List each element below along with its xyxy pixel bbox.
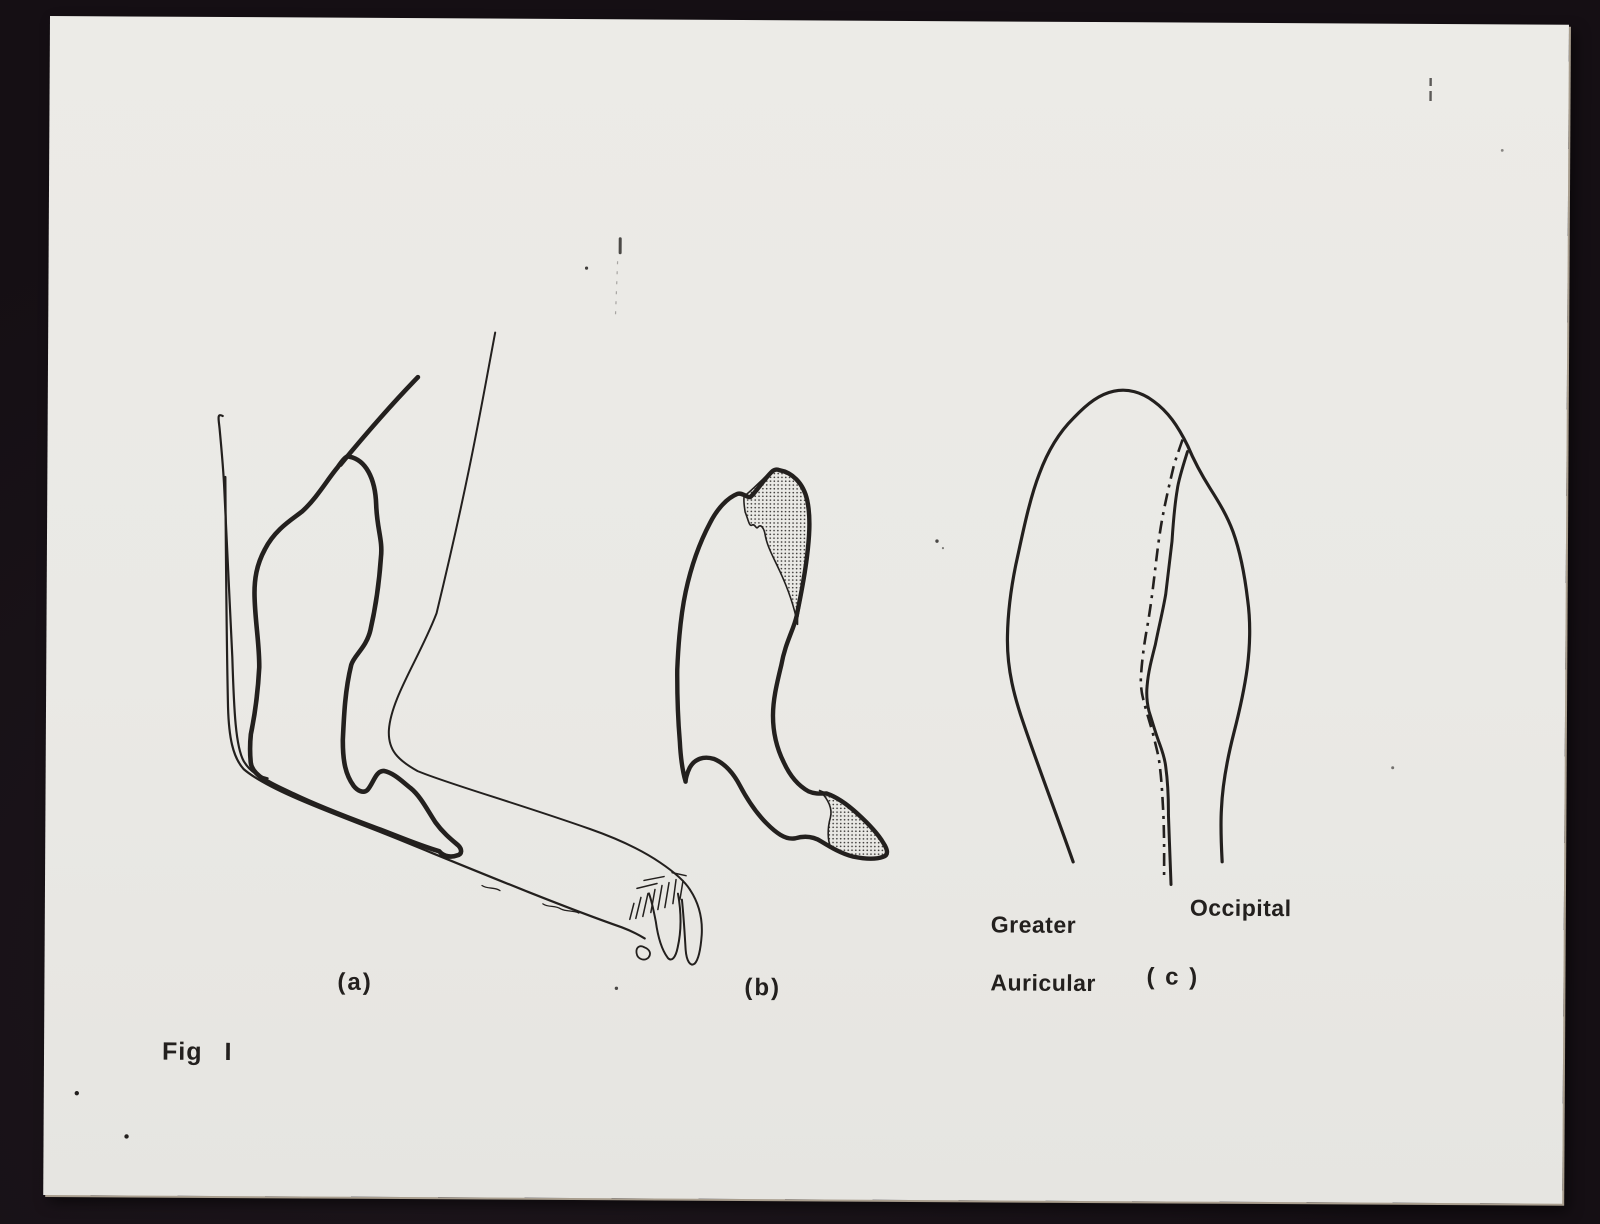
ear-outline <box>1006 390 1251 863</box>
greater-auricular-line2: Auricular <box>990 969 1097 997</box>
panel-b-label: (b) <box>744 974 782 1002</box>
inner-thin-line <box>216 415 269 778</box>
photocopy-artifacts <box>74 70 1504 1146</box>
greater-auricular-label <box>990 881 1096 998</box>
figure-caption <box>162 1038 233 1067</box>
panel-a-label: (a) <box>337 968 373 996</box>
figure-caption-numeral: I <box>224 1038 233 1067</box>
figure-caption-word: Fig <box>161 1037 203 1066</box>
nerve-area-outline <box>249 456 463 857</box>
gum-bump <box>636 946 650 959</box>
middle-boundary-line <box>1146 451 1188 884</box>
jaw-wrinkles <box>482 886 579 914</box>
panel-c-label: ( c ) <box>1146 963 1200 991</box>
nerve-trunk-line <box>340 377 418 465</box>
panel-a-drawing <box>215 331 705 965</box>
panel-c-drawing <box>1006 390 1251 885</box>
occipital-label: Occipital <box>1189 894 1292 922</box>
jaw-profile-line <box>388 332 693 890</box>
panel-b-drawing <box>676 469 889 859</box>
greater-auricular-line1: Greater <box>990 911 1077 938</box>
tooth-front <box>682 890 703 965</box>
tooth-back <box>649 893 681 959</box>
scanned-page <box>43 16 1569 1204</box>
figure-drawing <box>43 16 1569 1204</box>
lower-jaw-line <box>223 477 648 938</box>
